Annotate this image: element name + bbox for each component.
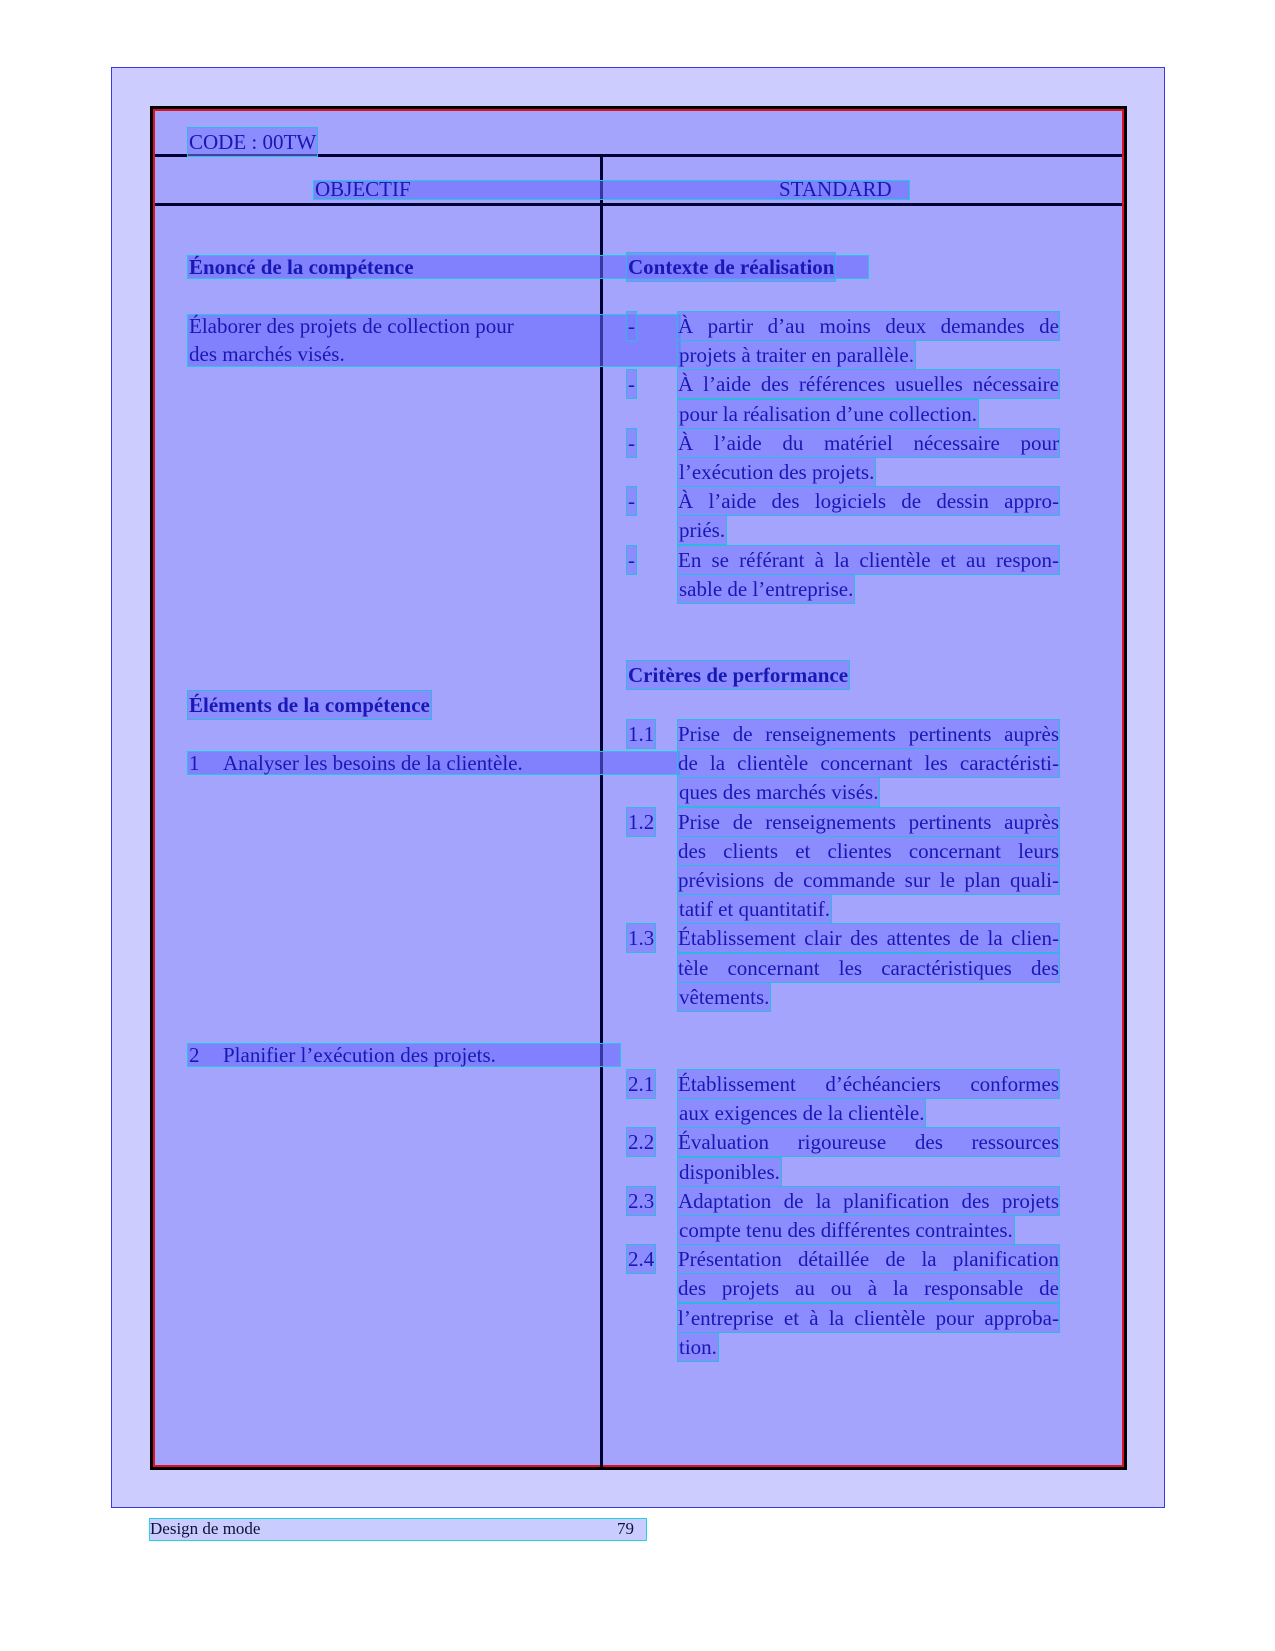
critere-item-line: Prise de renseignements pertinents auprès bbox=[678, 809, 1059, 834]
critere-item-line: tatif et quantitatif. bbox=[679, 897, 831, 922]
critere-item-line: disponibles. bbox=[679, 1159, 780, 1184]
contexte-item-marker: - bbox=[628, 489, 635, 514]
critere-item-marker: 2.1 bbox=[628, 1072, 655, 1096]
elements-title: Éléments de la compétence bbox=[189, 693, 430, 717]
critere-item-marker: 1.1 bbox=[628, 722, 655, 746]
column-header-divider bbox=[155, 203, 1122, 206]
critere-item-line: tèle concernant les caractéristiques des bbox=[678, 955, 1059, 980]
critere-item-line: Adaptation de la planification des projets bbox=[678, 1188, 1059, 1213]
critere-item-line: de la clientèle concernant les caractéristi- bbox=[678, 751, 1059, 776]
criteres-title: Critères de performance bbox=[628, 663, 849, 687]
contexte-item-line: projets à traiter en parallèle. bbox=[679, 343, 914, 368]
contexte-item-marker: - bbox=[628, 372, 635, 397]
critere-item-line: l’entreprise et à la clientèle pour approba- bbox=[678, 1305, 1059, 1330]
contexte-item-line: À l’aide des logiciels de dessin appro- bbox=[678, 489, 1059, 514]
enonce-title: Énoncé de la compétence bbox=[189, 255, 414, 279]
contexte-item-marker: - bbox=[628, 314, 635, 338]
critere-item-line: compte tenu des différentes contraintes. bbox=[679, 1218, 1013, 1242]
critere-item-line: des projets au ou à la responsable de bbox=[678, 1276, 1059, 1301]
element-1-text: Analyser les besoins de la clientèle. bbox=[223, 751, 523, 775]
critere-item-line: Présentation détaillée de la planification bbox=[678, 1247, 1059, 1272]
critere-item-line: ques des marchés visés. bbox=[679, 780, 879, 805]
code-label: CODE : 00TW bbox=[189, 130, 317, 154]
critere-item-line: Établissement clair des attentes de la clien- bbox=[678, 926, 1059, 951]
standard-header: STANDARD bbox=[779, 177, 892, 201]
critere-item-line: Évaluation rigoureuse des ressources bbox=[678, 1130, 1059, 1155]
contexte-item-line: priés. bbox=[679, 518, 726, 543]
critere-item-marker: 2.4 bbox=[628, 1247, 655, 1272]
element-1-number: 1 bbox=[189, 751, 200, 775]
critere-item-marker: 1.3 bbox=[628, 926, 655, 951]
critere-item-marker: 2.3 bbox=[628, 1188, 655, 1213]
contexte-item-line: À l’aide du matériel nécessaire pour bbox=[678, 430, 1059, 455]
contexte-item-line: pour la réalisation d’une collection. bbox=[679, 401, 977, 426]
critere-item-line: aux exigences de la clientèle. bbox=[679, 1101, 925, 1126]
critere-item-marker: 2.2 bbox=[628, 1130, 655, 1155]
critere-item-marker: 1.2 bbox=[628, 809, 655, 834]
contexte-item-line: l’exécution des projets. bbox=[679, 460, 875, 484]
page-number: 79 bbox=[617, 1519, 634, 1538]
contexte-item-line: À partir d’au moins deux demandes de bbox=[678, 314, 1059, 338]
contexte-item-marker: - bbox=[628, 547, 635, 572]
contexte-item-line: À l’aide des références usuelles nécessaire bbox=[678, 372, 1059, 397]
enonce-line-2: des marchés visés. bbox=[189, 342, 345, 366]
element-2-number: 2 bbox=[189, 1043, 200, 1067]
critere-item-line: des clients et clientes concernant leurs bbox=[678, 838, 1059, 863]
contexte-item-marker: - bbox=[628, 430, 635, 455]
critere-item-line: tion. bbox=[679, 1334, 717, 1359]
critere-item-line: vêtements. bbox=[679, 984, 770, 1009]
contexte-item-line: sable de l’entreprise. bbox=[679, 576, 854, 601]
enonce-line-1: Élaborer des projets de collection pour bbox=[189, 314, 514, 338]
critere-item-line: prévisions de commande sur le plan quali- bbox=[678, 868, 1059, 892]
critere-item-line: Établissement d’échéanciers conformes bbox=[678, 1072, 1059, 1096]
contexte-title: Contexte de réalisation bbox=[628, 255, 835, 279]
footer-title: Design de mode bbox=[150, 1519, 261, 1538]
element-2-text: Planifier l’exécution des projets. bbox=[223, 1043, 496, 1067]
objectif-header: OBJECTIF bbox=[315, 177, 411, 201]
critere-item-line: Prise de renseignements pertinents auprès bbox=[678, 722, 1059, 746]
contexte-item-line: En se référant à la clientèle et au respon- bbox=[678, 547, 1059, 572]
